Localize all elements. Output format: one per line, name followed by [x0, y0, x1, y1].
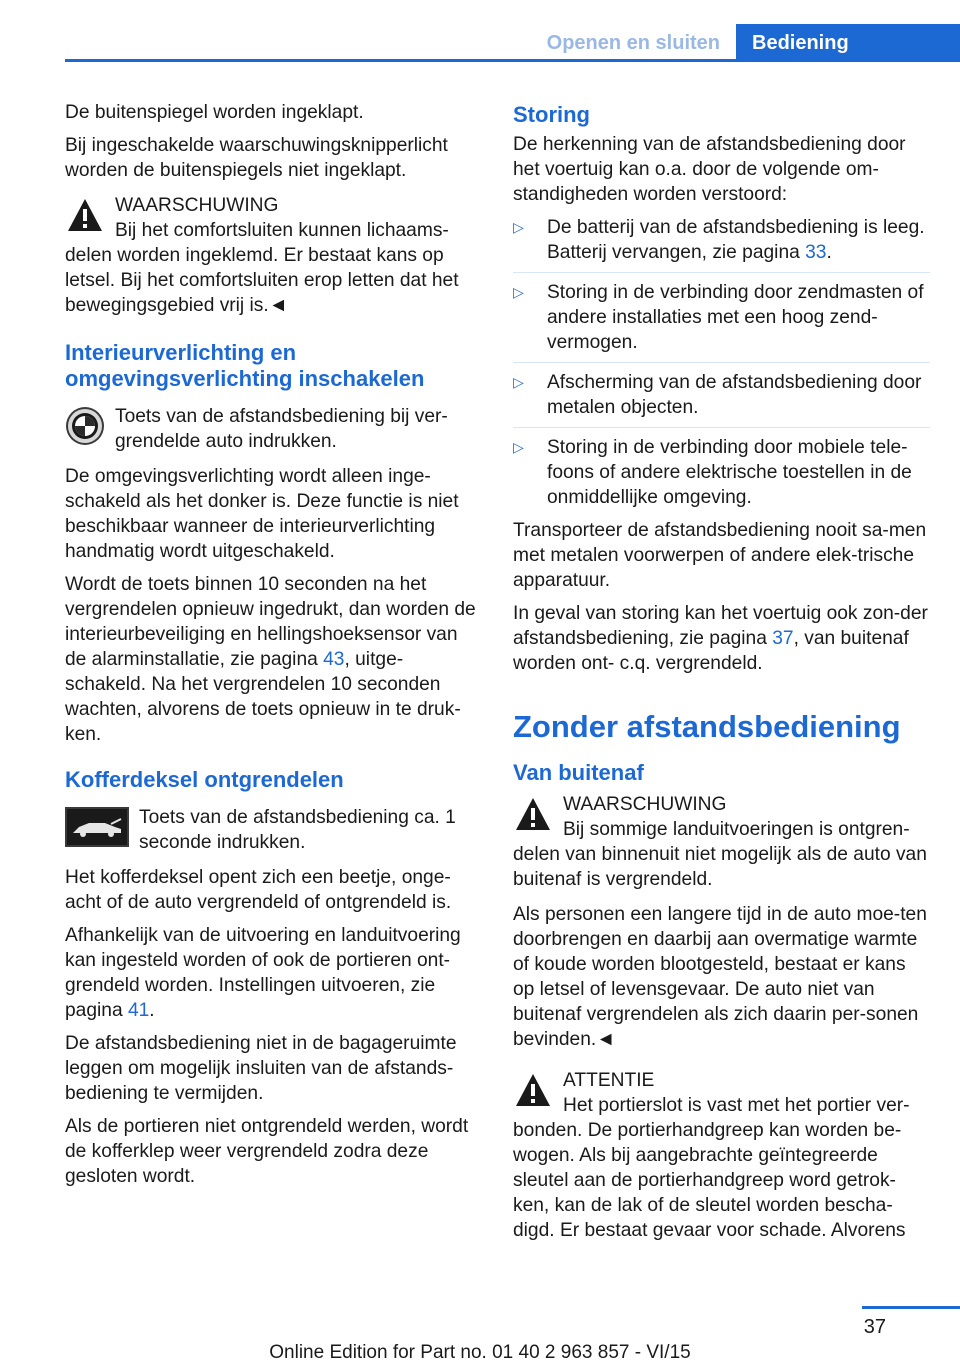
triangle-bullet-icon: ▷: [513, 439, 524, 455]
trunk-text: Toets van de afstandsbediening ca. 1 seconde indrukken.: [139, 807, 456, 853]
triangle-bullet-icon: ▷: [513, 284, 524, 300]
paragraph: Afhankelijk van de uitvoering en landuitvoering kan ingesteld worden of ook de portieren ont-grendeld worden. Instellingen uitvoeren, zie pagina 41.: [65, 925, 461, 1021]
attention-title: ATTENTIE: [563, 1070, 655, 1091]
interior-light-text: Toets van de afstandsbediening bij ver-grendelde auto indrukken.: [115, 406, 448, 452]
triangle-bullet-icon: ▷: [513, 374, 524, 390]
paragraph: De afstandsbediening niet in de bagageruimte leggen om mogelijk insluiten van de afstands-bediening te vermijden.: [65, 1033, 457, 1104]
heading-zonder-afstandsbediening: Zonder afstandsbediening: [513, 709, 901, 744]
attention-text: Het portierslot is vast met het portier ver-bonden. De portierhandgreep kan worden be-wogen. Als bij aangebrachte geïntegreerde sleutel aan de portierhandgreep word getrok-ken, kan de lak of de sleutel worden bescha-digd. Er bestaat gevaar voor schade. Alvorens: [513, 1095, 910, 1241]
heading-van-buitenaf: Van buitenaf: [513, 760, 644, 785]
page-link-41[interactable]: 41: [127, 1000, 150, 1021]
warning-title: WAARSCHUWING: [115, 195, 279, 216]
storing-list: [513, 215, 930, 510]
footer-divider: [862, 1306, 960, 1309]
attention-icon: [513, 1070, 553, 1110]
warning-text: Bij het comfortsluiten kunnen lichaams-delen worden ingeklemd. Er bestaat kans op letsel. Bij het comfortsluiten erop letten dat het bewegingsgebied vrij is.◄: [65, 220, 459, 316]
section-tab-bediening[interactable]: Bediening: [736, 24, 960, 62]
list-item: ▷ De batterij van de afstandsbediening is leeg. Batterij vervangen, zie pagina 33.: [513, 215, 930, 273]
page-header: [65, 24, 960, 62]
warning-title: WAARSCHUWING: [563, 794, 727, 815]
warning-block: [513, 790, 930, 892]
left-column: [65, 100, 483, 1197]
attention-block: [513, 1066, 930, 1243]
paragraph: Bij ingeschakelde waarschuwingsknipperlicht worden de buitenspiegels niet ingeklapt.: [65, 135, 448, 181]
page-number: 37: [863, 1316, 886, 1338]
trunk-block: [65, 803, 483, 855]
paragraph: De herkenning van de afstandsbediening door het voertuig kan o.a. door de volgende om-standigheden worden verstoord:: [513, 134, 906, 205]
right-column: [513, 100, 930, 1253]
warning-icon: [513, 794, 553, 834]
car-trunk-icon: [65, 807, 129, 847]
paragraph: Transporteer de afstandsbediening nooit sa-men met metalen voorwerpen of andere elek-trische apparatuur.: [513, 520, 927, 591]
heading-storing: Storing: [513, 102, 590, 127]
list-item: ▷ Storing in de verbinding door mobiele tele-foons of andere elektrische toestellen in de onmiddellijke omgeving.: [513, 437, 912, 508]
paragraph: De omgevingsverlichting wordt alleen inge-schakeld als het donker is. Deze functie is niet beschikbaar wanneer de interieurverlichting handmatig wordt uitgeschakeld.: [65, 466, 459, 562]
warning-text: Bij sommige landuitvoeringen is ontgren-delen van binnenuit niet mogelijk als de auto van buitenaf is vergrendeld.: [513, 819, 927, 890]
list-item: ▷ Afscherming van de afstandsbediening door metalen objecten.: [513, 370, 930, 428]
paragraph: In geval van storing kan het voertuig ook zon-der afstandsbediening, zie pagina 37, van buitenaf worden ont- c.q. vergrendeld.: [513, 603, 928, 674]
interior-light-block: [65, 402, 483, 454]
page-link-33[interactable]: 33: [805, 242, 827, 263]
paragraph: Als de portieren niet ontgrendeld werden, wordt de kofferklep weer vergrendeld zodra deze gesloten wordt.: [65, 1116, 469, 1187]
section-tab-openen-en-sluiten[interactable]: Openen en sluiten: [546, 32, 720, 54]
edition-text: Online Edition for Part no. 01 40 2 963 857 - VI/15: [269, 1342, 691, 1362]
heading-kofferdeksel: Kofferdeksel ontgrendelen: [65, 767, 344, 792]
page-link-37[interactable]: 37: [772, 628, 794, 649]
list-item: ▷ Storing in de verbinding door zendmasten of andere installaties met een hoog zend-vermogen.: [513, 280, 930, 363]
paragraph: De buitenspiegel worden ingeklapt.: [65, 102, 364, 123]
header-divider: [65, 59, 960, 62]
heading-interieurverlichting: Interieurverlichting en omgevingsverlichting inschakelen: [65, 340, 425, 391]
paragraph: Het kofferdeksel opent zich een beetje, onge-acht of de auto vergrendeld of ontgrendeld is.: [65, 867, 452, 913]
warning-block: [65, 191, 483, 318]
paragraph: Als personen een langere tijd in de auto moe-ten doorbrengen en daarbij aan overmatige warmte of koude worden blootgesteld, bestaat er kans op letsel of levensgevaar. De auto niet van buitenaf vergrendelen als zich daarin per-sonen bevinden.◄: [513, 904, 927, 1050]
page-footer: [0, 1300, 960, 1362]
paragraph: Wordt de toets binnen 10 seconden na het vergrendelen opnieuw ingedrukt, dan worden de interieurbeveiliging en hellingshoeksensor van de alarminstallatie, zie pagina 43, uitge-schakeld. Na het vergrendelen 10 seconden wachten, alvorens de toets opnieuw in te druk-ken.: [65, 574, 476, 745]
triangle-bullet-icon: ▷: [513, 219, 524, 235]
page-link-43[interactable]: 43: [323, 649, 345, 670]
bmw-logo-icon: [65, 406, 105, 446]
warning-icon: [65, 195, 105, 235]
